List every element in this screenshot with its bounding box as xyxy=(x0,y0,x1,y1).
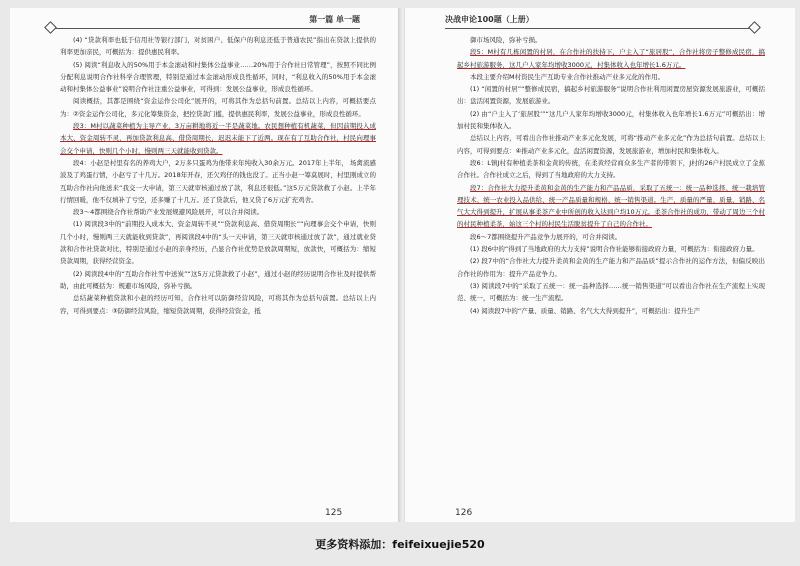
paragraph: 段3～4都围绕合作社帮助产业发展规避风险展开，可以合并阅读。 xyxy=(73,208,264,217)
paragraph: 总结以上内容，可看出合作社推动产业多元化发展，可将“推动产业多元化”作为总括句前置。总结以上内容，可得到要点：④推动产业多元化，盘活闲置资源，发展旅游业，增加村民和集体收入。 xyxy=(457,134,765,155)
paragraph: (4) “贷款利率也低于信用社等银行部门，对贫困户、低保户的利息还低于普通农民”指出在贷款上提供的利率更加亲民，可概括为：提供惠民利率。 xyxy=(60,36,376,57)
paragraph: 总结蔬菜种植贷款和小赵的经历可知，合作社可以防御经营风险，可将其作为总括句前置。总结以上内容，可得到要点：③防御经营风险，缩短贷款周期，获得经营资金，抵 xyxy=(60,294,376,315)
paragraph: 段3：M村以蔬菜种植为主导产业，3万亩耕地将近一半是蔬菜地。农民想种植有机蔬菜，但因前期投入成本大、资金周转不灵，再加贷款利息高、借贷周期长，迟迟未能下了近两。现在有了互助合作社，村民向理事会交个申请，快则几个小时，慢则两三天就能收到贷款。 xyxy=(60,122,376,155)
header-ornament xyxy=(44,21,57,34)
paragraph: 段6～7都围绕提升产品竞争力展开的，可合并阅读。 xyxy=(470,232,622,241)
paragraph: (1) 阅读段3中的“前期投入成本大、资金周转不灵”“贷款利息高、借贷周期长”“向理事会交个申请，快则几个小时，慢则两三天就能收到贷款”，再阅读段4中的“头一天申请，第三天就审核通过放了款”，通过就业贷款和合作社贷款对比，特别是通过小赵的亲身经历，凸显合作社优势是放款周期短，放款快，可概括为：缩短贷款周期，获得经营资金。 xyxy=(60,220,376,266)
paragraph: (2) 阅读段4中的“互助合作社雪中送炭”“这5万元贷款救了小赵”，通过小赵的经历说明合作社及时提供帮助，由此可概括为：规避市场风险，弥补亏损。 xyxy=(60,269,376,290)
left-page xyxy=(10,8,400,522)
left-page-header xyxy=(50,14,360,29)
right-header-title: 决战申论100题（上册） xyxy=(445,15,534,24)
paragraph: 段5：M村有几栋闲置的村居，在合作社的扶持下，户主入了“旅居股”，合作社将房子整修成民宿，搞起乡村旅游服务，这几户人家年均增收3000元，村集体收入也年增长1.6万元。 xyxy=(457,48,765,69)
paragraph: (2) 由“户主入了‘旅居股’”“这几户人家年均增收3000元，村集体收入也年增长1.6万元”可概括出：增加村民和集体收入。 xyxy=(457,109,765,131)
left-page-number: 125 xyxy=(325,508,343,518)
right-page-content xyxy=(457,34,765,494)
paragraph: (2) 段7中的“合作社大力提升柔黄和金黄的生产能力和产品品质”提示合作社的运作方法，但偏反映出合作社的作用为：提升产品竞争力。 xyxy=(457,257,765,278)
footer-watermark: 更多资料添加：feifeixuejie520 xyxy=(315,538,485,551)
right-page-number: 126 xyxy=(455,508,473,518)
right-page-header xyxy=(445,14,755,29)
paragraph: 阅读概括，其都是围绕“资金运作公司化”展开的，可将其作为总括句前置。总结以上内容，可概括要点为：②资金运作公司化，多元化筹集资金，把控贷款门槛，提供惠民利率，发展公益事业，形成良性循环。 xyxy=(60,97,376,118)
paragraph: (5) 阅读“利息收入的50%用于本金滚动和村集体公益事业……20%用于合作社日常管理”，按照不同比例分配利息说明合作社科学合理管理，特别是通过本金滚动形成良性循环，同时，“利息收入的50%用于本金滚动和村集体公益事业”说明合作社注重公益事业，可得到：发展公益事业，形成良性循环。 xyxy=(60,60,376,94)
paragraph: (4) 阅读段7中的“产量、质量、销路、名气大大得到提升”，可概括出：提升生产 xyxy=(470,306,701,315)
paragraph: 段4：小赵是村里有名的养鸡大户，2万多只蛋鸡为他带来年纯收入30余万元。2017年上半年， 场禽流感波及了鸡蛋行情，小赵亏了十几万。2018年开春，还欠鸡仔的钱也没了。正当小赵一筹莫展时，村里刚成立的互助合作社向他送来“我交一大申请，第三天就审核通过放了款，利息还很低。”这5万元贷款救了小赵。上半年行情回暖，他不仅填补了亏空，还多赚了十几万。还了贷款后，他又贷了6万元扩充鸡舍。 xyxy=(60,158,376,204)
header-ornament xyxy=(748,21,761,34)
paragraph: 本段主要介绍M村资民生产互助专业合作社推动产业多元化的作用。 xyxy=(470,72,665,81)
paragraph: (1) 段6中的“得到了当地政府的大力支持”说明合作社能够衔接政府力量，可概括为：衔接政府力量。 xyxy=(470,245,759,254)
left-page-content xyxy=(60,34,376,494)
paragraph: 段7：合作社大力提升柔黄和金黄的生产能力和产品品质，采取了五统一：统一品种选择、统一栽培管理技术、统一农业投入品供给、统一产品质量和规格、统一销售渠道。生产、质量的严量、质量、销路、名气大大得到提升，扩展从事柔茶产业中所创的收入达到户均10万元。柔茶合作社的成功，带动了周边三个村的村民种植柔茶，始这三个村的村民生活脱贫提升了自己的合作社。 xyxy=(457,183,765,229)
paragraph: 段6：L镇J村有种植柔茶和金黄的传统，在柔黄经营商众多生产者的带领下，J村的26户村民成立了金蕉合作社。合作社成立之后，得到了当地政府的大力支持。 xyxy=(457,158,765,180)
right-page xyxy=(405,8,795,522)
paragraph: (3) 阅读段7中的“采取了五统一：统一品种选择……统一销售渠道”可以看出合作社在生产流程上实现范、统一，可概括为：统一生产流程。 xyxy=(457,281,765,303)
paragraph: 御市场风险，弥补亏损。 xyxy=(470,36,542,44)
paragraph: (1) “闲置的村居”“整修成民宿，搞起乡村旅游服务”说明合作社利用闲置房屋资源发展旅游业，可概括出：盘活闲置资源，发展旅游业。 xyxy=(457,85,765,106)
left-header-title: 第一篇 单一题 xyxy=(309,15,360,24)
